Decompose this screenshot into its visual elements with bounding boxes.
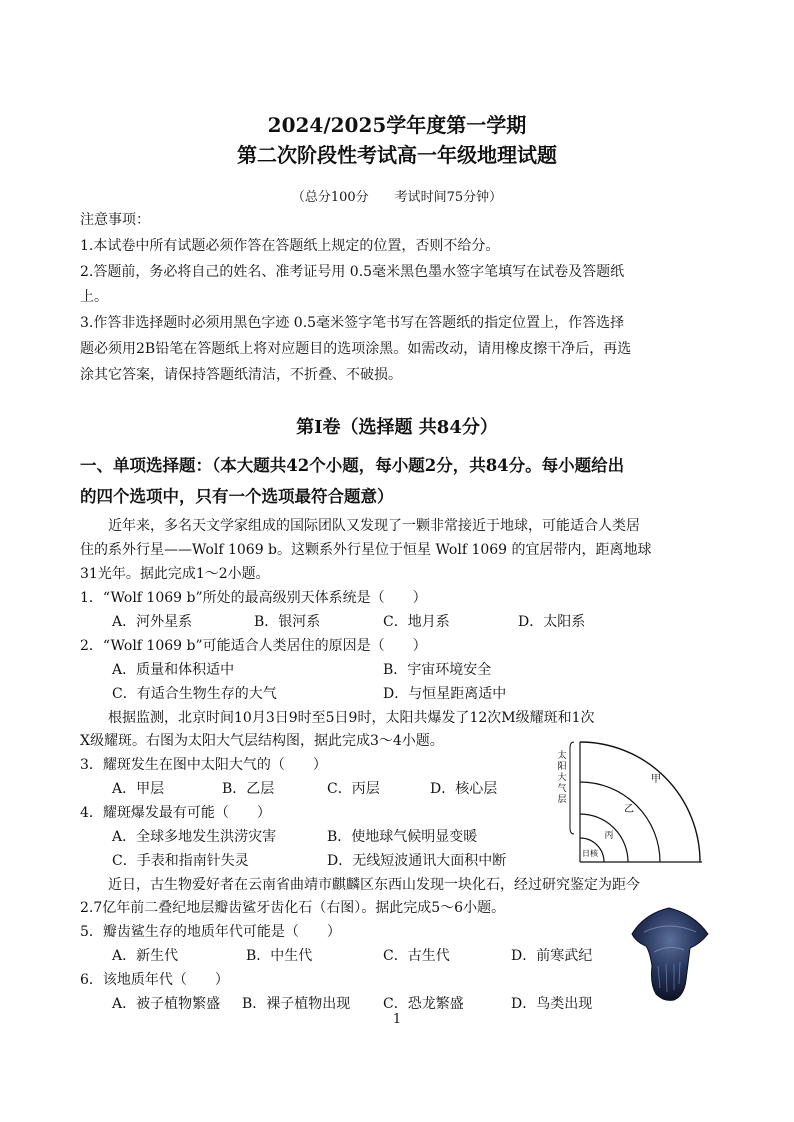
- tooth-body: [632, 908, 708, 1000]
- question-5-option-a: A．新生代: [112, 948, 179, 964]
- exam-title-line2: 第二次阶段性考试高一年级地理试题: [237, 143, 557, 167]
- notice-item-2: 2.答题前，务必将自己的姓名、准考证号用 0.5毫米黑色墨水签字笔填写在试卷及答题纸: [80, 264, 625, 280]
- notice-item-2-cont: 上。: [80, 289, 108, 305]
- notice-item-3-cont2: 涂其它答案，请保持答题纸清洁，不折叠、不破损。: [80, 367, 402, 383]
- sun-atmosphere-diagram: [548, 738, 708, 866]
- question-3-option-b: B．乙层: [222, 781, 275, 797]
- part-title: 第Ⅰ卷（选择题 共84分）: [296, 417, 498, 438]
- passage-3-line-1: 近日，古生物爱好者在云南省曲靖市麒麟区东西山发现一块化石，经过研究鉴定为距今: [108, 877, 640, 893]
- question-2-option-d: D．与恒星距离适中: [383, 686, 507, 702]
- passage-1-line-2: 住的系外行星——Wolf 1069 b。这颗系外行星位于恒星 Wolf 1069 的宜居带内，距离地球: [80, 542, 652, 558]
- question-1-option-d: D．太阳系: [518, 614, 586, 630]
- question-1-option-a: A．河外星系: [112, 614, 193, 630]
- question-4-stem: 4．耀斑爆发最有可能（ ）: [80, 805, 271, 821]
- question-1-stem: 1．“Wolf 1069 b”所处的最高级别天体系统是（ ）: [80, 590, 427, 606]
- question-6-option-c: C．恐龙繁盛: [383, 996, 464, 1012]
- question-5-option-c: C．古生代: [383, 948, 450, 964]
- page-number: 1: [392, 1012, 402, 1027]
- question-6-option-d: D．鸟类出现: [511, 996, 593, 1012]
- shark-tooth-fossil-image: [624, 904, 714, 1004]
- question-2-option-b: B．宇宙环境安全: [383, 662, 492, 678]
- passage-2-line-2: X级耀斑。右图为太阳大气层结构图，据此完成3～4小题。: [80, 733, 444, 749]
- question-5-stem: 5．瓣齿鲨生存的地质年代可能是（ ）: [80, 924, 341, 940]
- question-1-option-c: C．地月系: [383, 614, 450, 630]
- exam-meta: （总分100分 考试时间75分钟）: [291, 190, 503, 205]
- question-6-option-a: A．被子植物繁盛: [112, 996, 221, 1012]
- question-4-option-b: B．使地球气候明显变暖: [327, 829, 478, 845]
- layer-jia-label: 甲: [651, 774, 661, 785]
- diagram-side-label-2: 阳: [557, 762, 567, 772]
- question-5-option-b: B．中生代: [246, 948, 313, 964]
- question-4-option-a: A．全球多地发生洪涝灾害: [112, 829, 277, 845]
- question-4-option-c: C．手表和指南针失灵: [112, 853, 249, 869]
- layer-yi-label: 乙: [624, 804, 634, 815]
- passage-2-line-1: 根据监测，北京时间10月3日9时至5日9时，太阳共爆发了12次M级耀斑和1次: [108, 710, 595, 726]
- question-2-stem: 2．“Wolf 1069 b”可能适合人类居住的原因是（ ）: [80, 638, 427, 654]
- question-4-option-d: D．无线短波通讯大面积中断: [327, 853, 507, 869]
- core-label: 日核: [582, 849, 598, 858]
- question-2-option-c: C．有适合生物生存的大气: [112, 686, 277, 702]
- question-5-option-d: D．前寒武纪: [511, 948, 593, 964]
- question-3-option-a: A．甲层: [112, 781, 165, 797]
- section-heading-cont: 的四个选项中，只有一个选项最符合题意）: [80, 487, 394, 506]
- question-6-stem: 6．该地质年代（ ）: [80, 972, 229, 988]
- notice-heading: 注意事项：: [80, 212, 150, 228]
- question-1-option-b: B．银河系: [254, 614, 321, 630]
- passage-1-line-3: 31光年。据此完成1～2小题。: [80, 566, 270, 582]
- question-3-option-c: C．丙层: [327, 781, 380, 797]
- notice-item-1: 1.本试卷中所有试题必须作答在答题纸上规定的位置，否则不给分。: [80, 238, 500, 254]
- question-3-stem: 3．耀斑发生在图中太阳大气的（ ）: [80, 757, 327, 773]
- question-6-option-b: B．裸子植物出现: [242, 996, 351, 1012]
- notice-item-3: 3.作答非选择题时必须用黑色字迹 0.5毫米签字笔书写在答题纸的指定位置上，作答选择: [80, 315, 625, 331]
- question-2-option-a: A．质量和体积适中: [112, 662, 235, 678]
- diagram-side-label-3: 大: [557, 773, 567, 783]
- diagram-side-label-4: 气: [557, 784, 567, 794]
- diagram-side-label-1: 太: [557, 751, 567, 761]
- layer-bing-label: 丙: [604, 831, 614, 841]
- notice-item-3-cont1: 题必须用2B铅笔在答题纸上将对应题目的选项涂黑。如需改动，请用橡皮擦干净后，再选: [80, 341, 632, 357]
- diagram-side-label-5: 层: [557, 795, 567, 805]
- passage-3-line-2: 2.7亿年前二叠纪地层瓣齿鲨牙齿化石（右图）。据此完成5～6小题。: [80, 900, 506, 916]
- section-heading: 一、单项选择题：（本大题共42个小题，每小题2分，共84分。每小题给出: [80, 456, 625, 475]
- question-3-option-d: D．核心层: [430, 781, 498, 797]
- passage-1-line-1: 近年来，多名天文学家组成的国际团队又发现了一颗非常接近于地球，可能适合人类居: [108, 518, 640, 534]
- exam-title-line1: 2024/2025学年度第一学期: [267, 113, 527, 137]
